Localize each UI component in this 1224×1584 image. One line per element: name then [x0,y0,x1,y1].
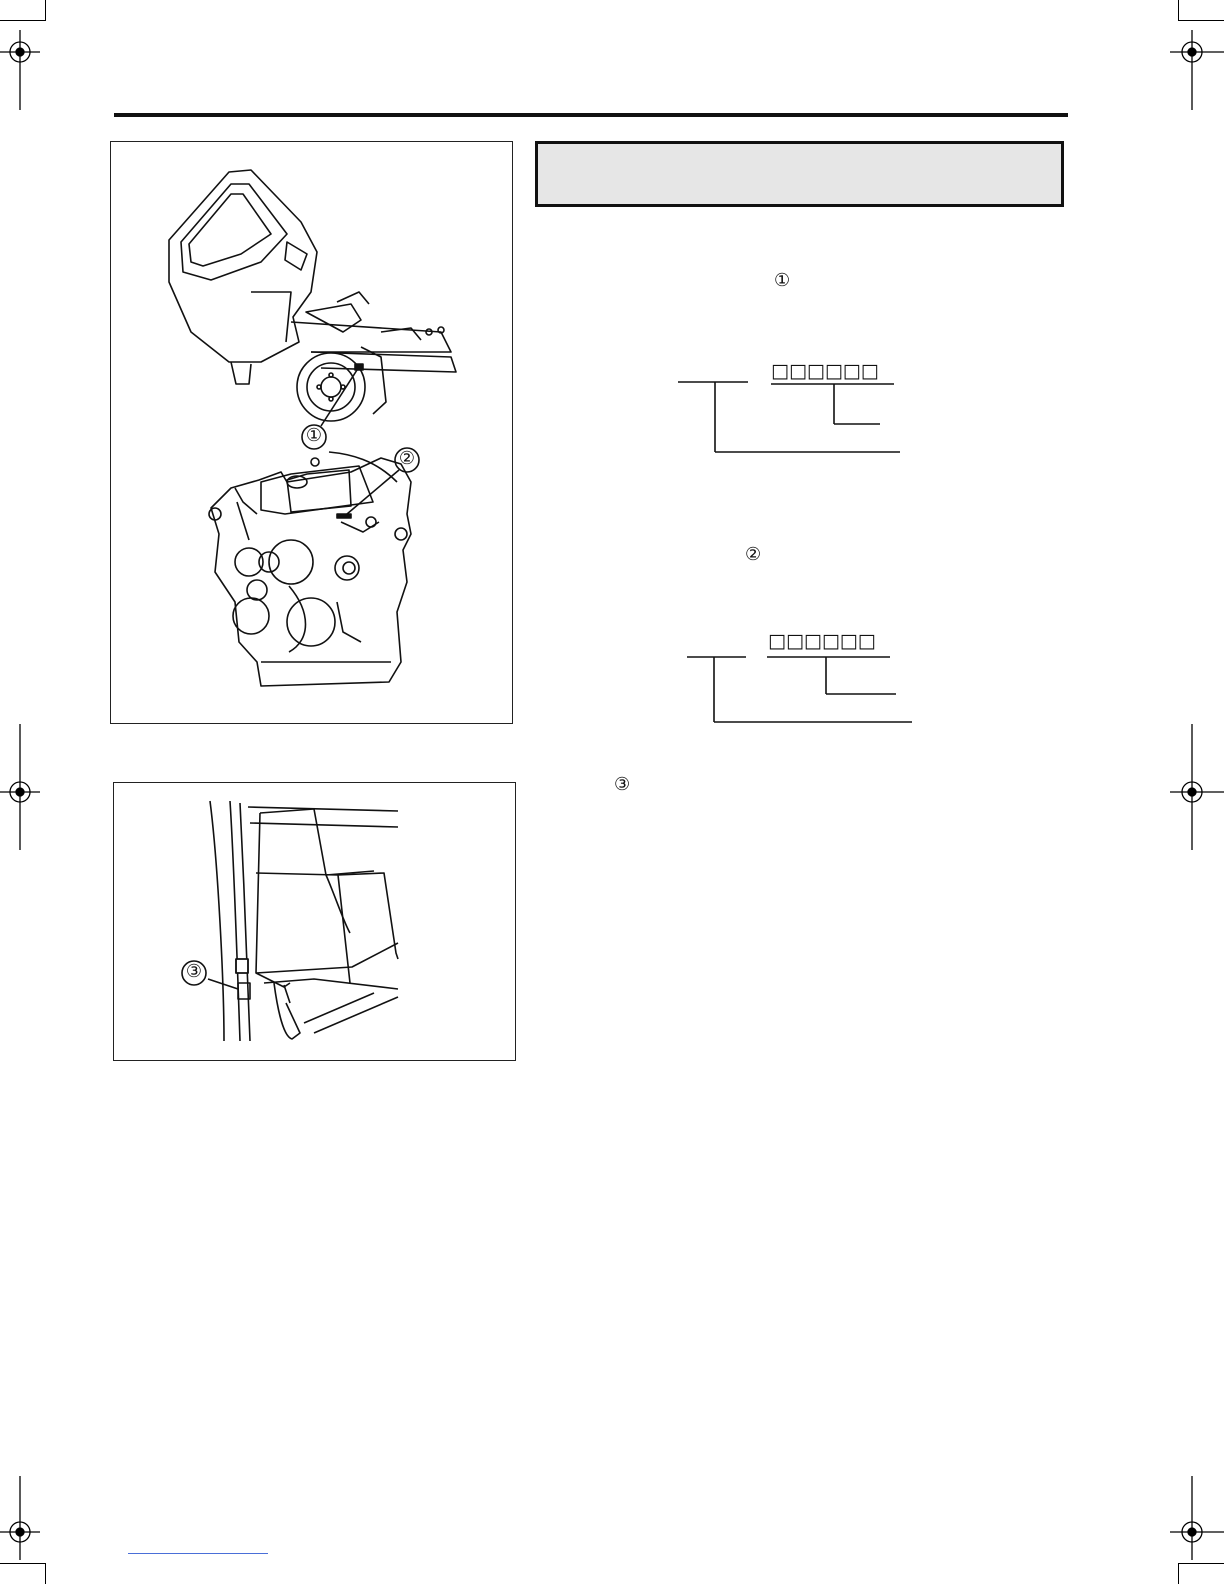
figure-door-pillar [113,782,516,1061]
section-title [538,144,1061,180]
ref-marker-3: ③ [614,774,631,795]
door-pillar-illustration [114,783,515,1060]
footer-link-line [128,1553,268,1554]
callout-3: ③ [185,961,203,982]
header-rule [114,113,1068,117]
callout-1: ① [305,425,323,446]
number-diagram-2-lines [670,630,930,730]
figure-vehicle-engine [110,141,513,724]
section-title-box [535,141,1064,207]
callout-2: ② [398,448,416,469]
number-diagram-1-lines [660,360,920,460]
ref-marker-1: ① [774,270,791,291]
number-boxes-1: □□□□□□ [771,360,879,382]
number-boxes-2: □□□□□□ [768,630,876,652]
ref-marker-2: ② [745,544,762,565]
